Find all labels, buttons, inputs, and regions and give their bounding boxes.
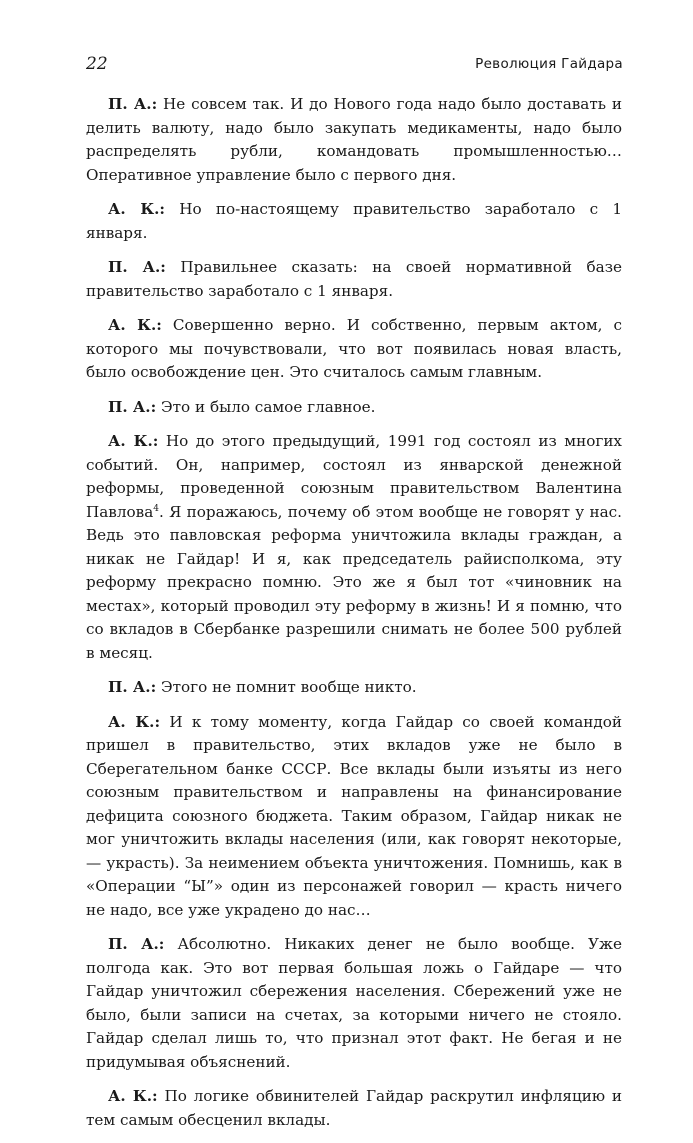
dialogue-paragraph — [86, 314, 622, 385]
speaker-label: А. К.: — [108, 316, 162, 334]
speaker-label: П. А.: — [108, 397, 157, 416]
paragraph-text: Не совсем так. И до Нового года надо было доставать и делить валюту, надо было закупать медикаменты, надо было распределять рубли, командовать промышленностью… Оперативное управление было с первого дня. — [86, 95, 622, 184]
paragraph-text: Этого не помнит вообще никто. — [156, 678, 417, 696]
paragraph-text: Но по-настоящему правительство заработало с 1 января. — [86, 200, 622, 242]
speaker-label: П. А.: — [108, 935, 165, 953]
dialogue-paragraph — [86, 430, 622, 665]
speaker-label: П. А.: — [108, 678, 157, 696]
paragraph-text: Это и было самое главное. — [156, 397, 376, 416]
dialogue-paragraph — [86, 933, 622, 1074]
dialogue-paragraph — [86, 256, 622, 303]
page-body — [86, 93, 622, 1143]
paragraph-text: Абсолютно. Никаких денег не было вообще. Уже полгода как. Это вот первая большая ложь о Гайдаре — что Гайдар уничтожил сбережения населения. Сбережений уже не было, были записи на счетах, за которыми ничего не стояло. Гайдар сделал лишь то, что признал этот факт. Не бегая и не придумывая объяснений. — [86, 935, 622, 1071]
dialogue-paragraph — [86, 711, 622, 923]
dialogue-paragraph — [86, 676, 622, 700]
paragraph-text: Совершенно верно. И собственно, первым актом, с которого мы почувствовали, что вот появилась новая власть, было освобождение цен. Это считалось самым главным. — [86, 316, 622, 381]
paragraph-text: Правильнее сказать: на своей нормативной базе правительство заработало с 1 января. — [86, 258, 622, 300]
speaker-label: А. К.: — [108, 712, 161, 731]
page-number: 22 — [86, 54, 108, 74]
speaker-label: А. К.: — [108, 1087, 158, 1105]
footnote-marker[interactable]: 4 — [153, 503, 159, 514]
paragraph-text: По логике обвинителей Гайдар раскрутил инфляцию и тем самым обесценил вклады. — [86, 1087, 622, 1129]
dialogue-paragraph — [86, 93, 622, 187]
page-header — [86, 54, 623, 78]
dialogue-paragraph — [86, 1085, 622, 1132]
speaker-label: А. К.: — [108, 432, 159, 450]
paragraph-text: И к тому моменту, когда Гайдар со своей командой пришел в правительство, этих вкладов уже не было в Сберегательном банке СССР. Все вклады были изъяты из него союзным правительством и направлены на финансирование дефицита союзного бюджета. Таким образом, Гайдар никак не мог уничтожить вклады населения (или, как говорят некоторые, — украсть). За неимением объекта уничтожения. Помнишь, как в «Операции “Ы”» один из персонажей говорил — красть ничего не надо, все уже украдено до нас… — [86, 712, 623, 919]
speaker-label: П. А.: — [108, 95, 158, 113]
speaker-label: П. А.: — [108, 258, 166, 276]
dialogue-paragraph — [86, 198, 622, 245]
speaker-label: А. К.: — [108, 200, 166, 218]
running-title: Революция Гайдара — [475, 56, 623, 72]
paragraph-text-continued: . Я поражаюсь, почему об этом вообще не говорят у нас. Ведь это павловская реформа уничтожила вклады граждан, а никак не Гайдар! И я, как председатель райисполкома, эту реформу прекрасно помню. Это же я был тот «чиновник на местах», который проводил эту реформу в жизнь! И я помню, что со вкладов в Сбербанке разрешили снимать не более 500 рублей в месяц. — [86, 502, 622, 662]
dialogue-paragraph — [86, 396, 622, 420]
paragraph-text: Но до этого предыдущий, 1991 год состоял из многих событий. Он, например, состоял из январской денежной реформы, проведенной союзным правительством Валентина Павлова — [86, 432, 623, 521]
